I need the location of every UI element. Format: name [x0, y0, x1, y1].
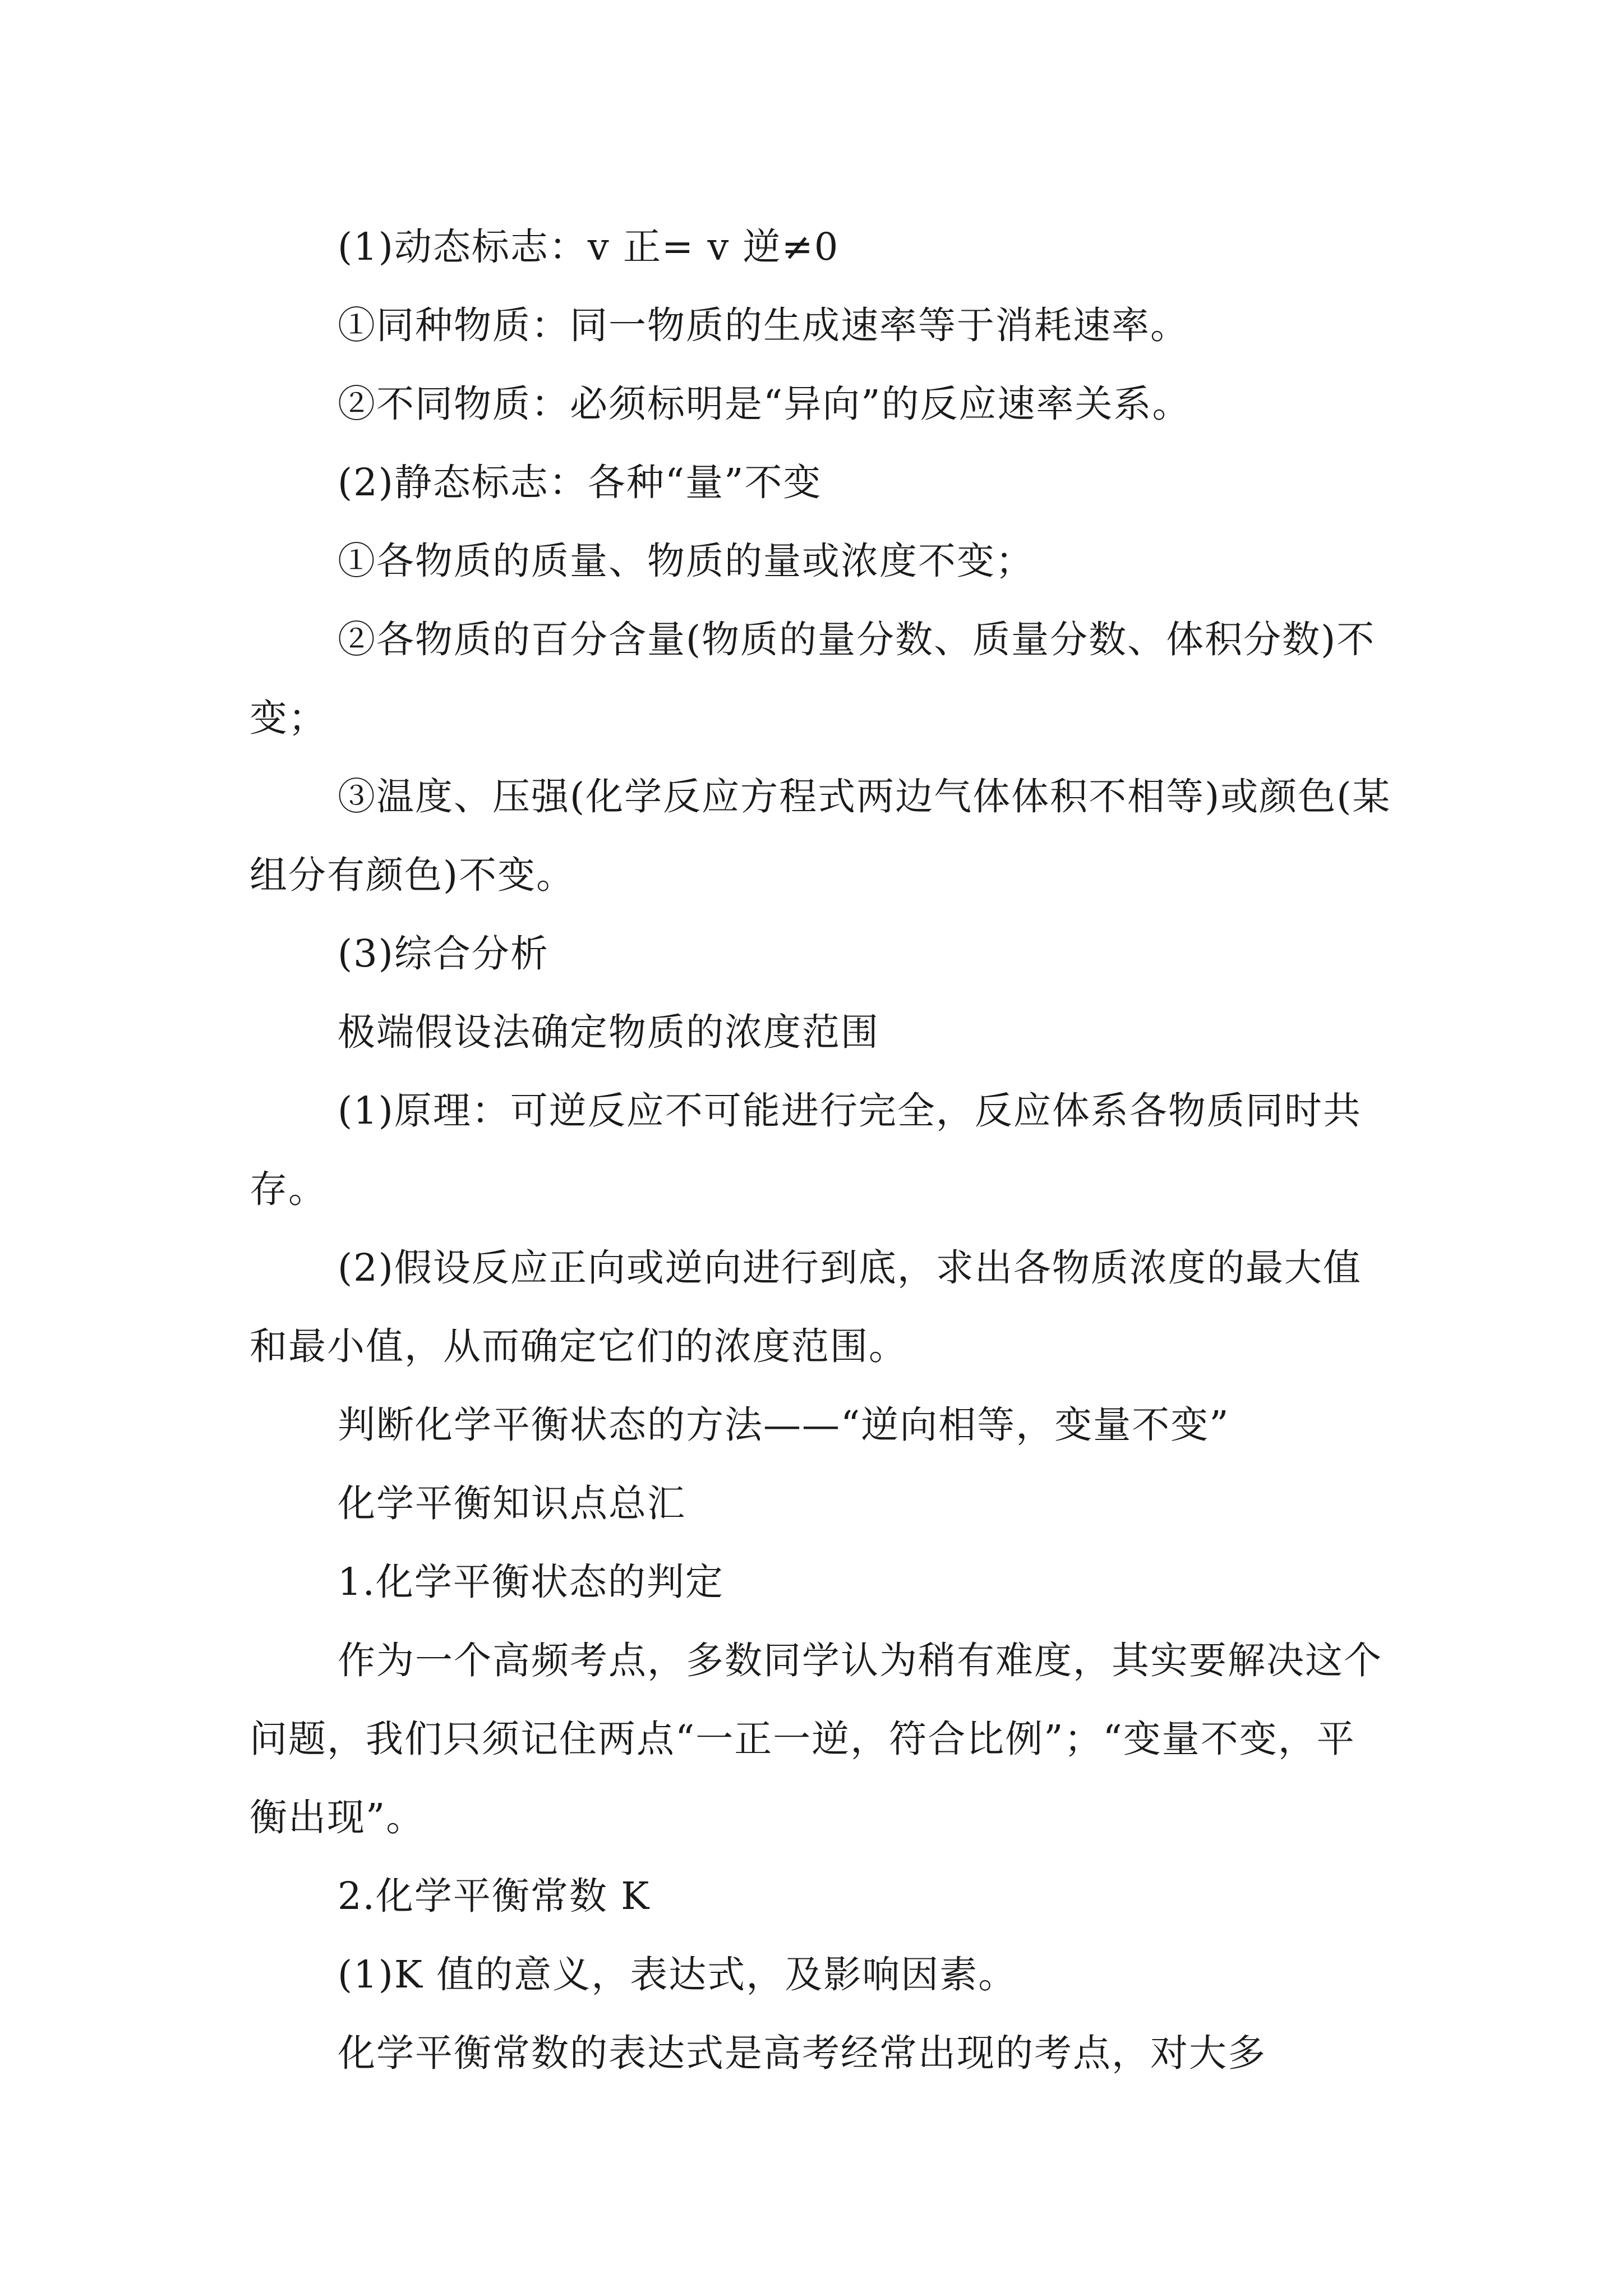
- paragraph-percentage-unchanged: ②各物质的百分含量(物质的量分数、质量分数、体积分数)不变；: [250, 618, 1376, 740]
- paragraph-k-meaning: (1)K 值的意义，表达式，及影响因素。: [338, 1953, 1017, 1996]
- paragraph-high-frequency: 作为一个高频考点，多数同学认为稍有难度，其实要解决这个问题，我们只须记住两点“一正一逆，符合比例”；“变量不变，平衡出现”。: [250, 1639, 1382, 1839]
- paragraph-extreme-assumption: 极端假设法确定物质的浓度范围: [338, 1010, 879, 1054]
- paragraph-different-substance: ②不同物质：必须标明是“异向”的反应速率关系。: [338, 382, 1191, 426]
- paragraph-assumption-range: (2)假设反应正向或逆向进行到底，求出各物质浓度的最大值和最小值，从而确定它们的浓度范围。: [250, 1246, 1362, 1368]
- paragraph-k-expression: 化学平衡常数的表达式是高考经常出现的考点，对大多: [338, 2031, 1266, 2075]
- paragraph-principle: (1)原理：可逆反应不可能进行完全，反应体系各物质同时共存。: [250, 1089, 1362, 1211]
- section-heading-summary: 化学平衡知识点总汇: [338, 1481, 686, 1525]
- paragraph-judgment-method: 判断化学平衡状态的方法——“逆向相等，变量不变”: [338, 1403, 1230, 1447]
- paragraph-comprehensive-analysis: (3)综合分析: [338, 932, 549, 976]
- section-heading-state-judgment: 1.化学平衡状态的判定: [338, 1560, 724, 1604]
- paragraph-temperature-pressure: ③温度、压强(化学反应方程式两边气体体积不相等)或颜色(某组分有颜色)不变。: [250, 775, 1391, 897]
- paragraph-mass-unchanged: ①各物质的质量、物质的量或浓度不变；: [338, 539, 1034, 583]
- document-body: [250, 208, 1394, 2092]
- paragraph-static-sign: (2)静态标志：各种“量”不变: [338, 461, 822, 504]
- section-heading-equilibrium-constant: 2.化学平衡常数 K: [338, 1874, 651, 1918]
- paragraph-same-substance: ①同种物质：同一物质的生成速率等于消耗速率。: [338, 303, 1189, 347]
- paragraph-dynamic-sign: (1)动态标志：v 正= v 逆≠0: [338, 225, 840, 269]
